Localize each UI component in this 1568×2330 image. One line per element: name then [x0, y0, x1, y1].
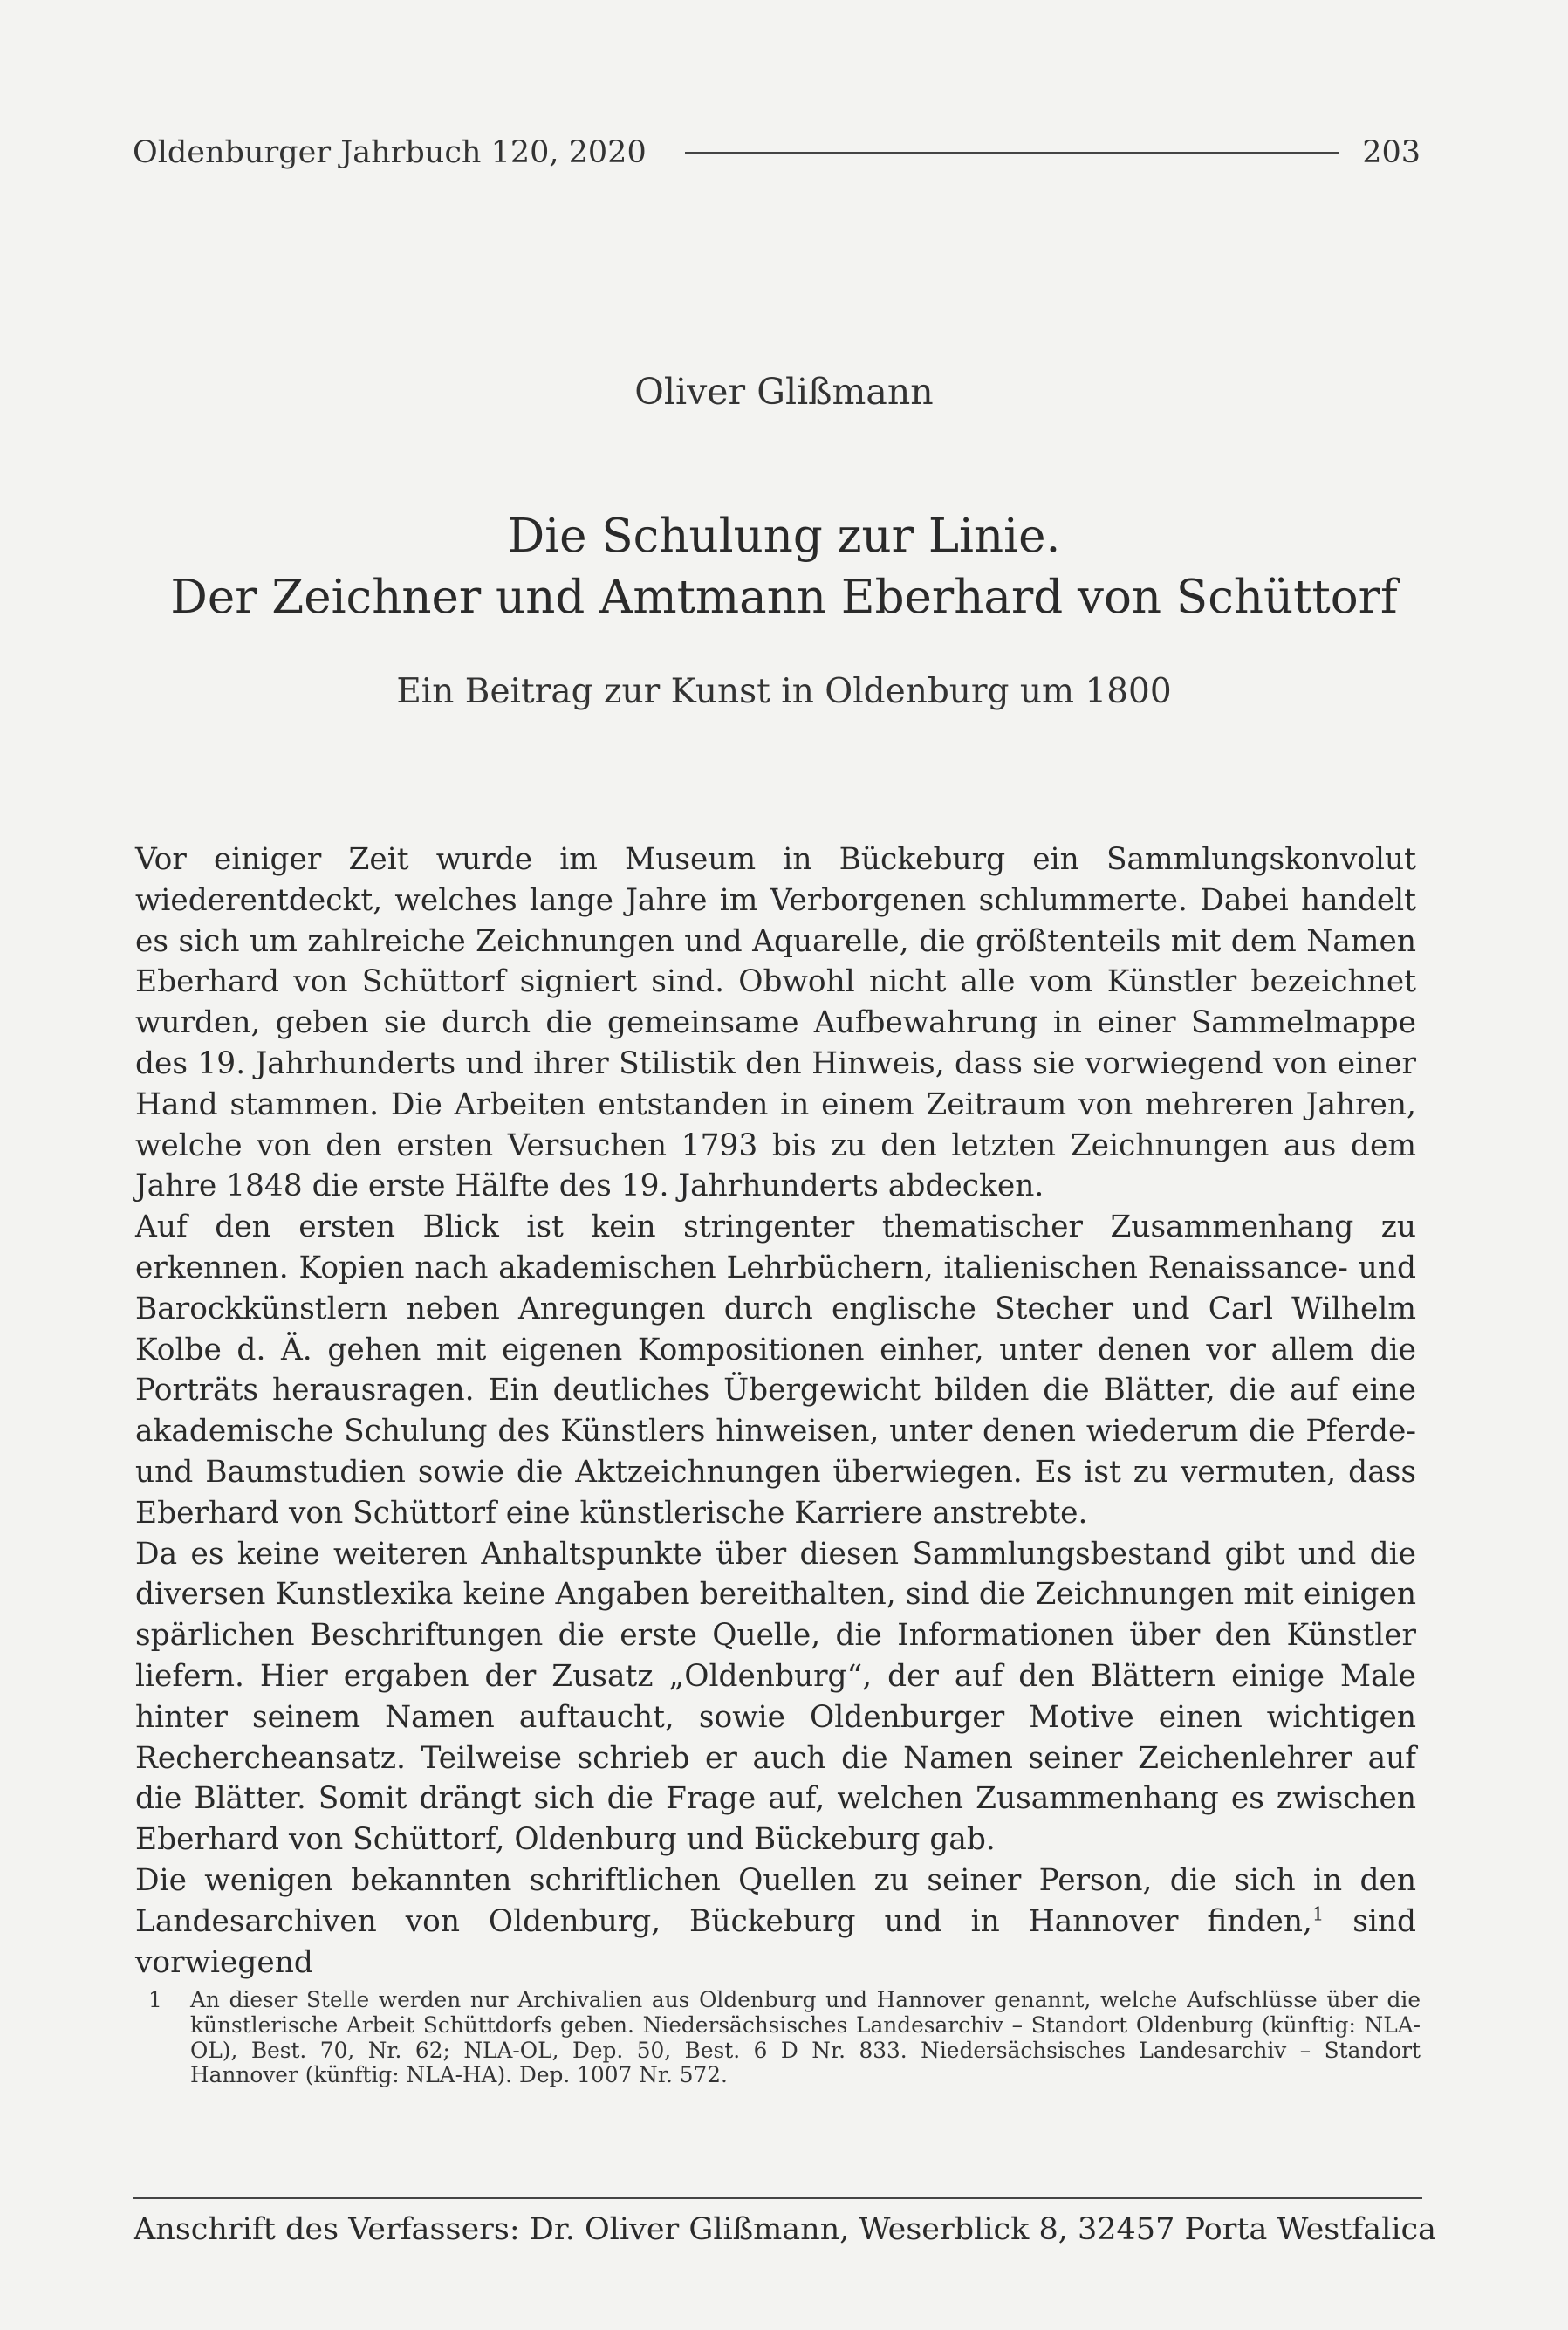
title-line-1: Die Schulung zur Linie. [507, 510, 1061, 563]
paragraph-4 [135, 1861, 1416, 1983]
title-line-2: Der Zeichner und Amtmann Eberhard von Schüttorf [170, 571, 1398, 624]
article-body [135, 839, 1416, 1983]
footer-rule [133, 2197, 1422, 2199]
paragraph-4-text: Die wenigen bekannten schriftlichen Quellen zu seiner Person, die sich in den Landesarchiven von Oldenburg, Bückeburg und in Hannover finden, [135, 1862, 1416, 1939]
footnote-number: 1 [148, 1987, 162, 2012]
paragraph-4-continuation: sind vorwiegend [135, 1903, 1417, 1980]
paragraph-2: Auf den ersten Blick ist kein stringenter thematischer Zusammenhang zu erkennen. Kopien nach akademischen Lehrbüchern, italienischen Renaissance- und Barockkünstlern neben Anregungen durch englische Stecher und Carl Wilhelm Kolbe d. Ä. gehen mit eigenen Kompositionen einher, unter denen vor allem die Porträts herausragen. Ein deutliches Übergewicht bilden die Blätter, die auf eine akademische Schulung des Künstlers hinweisen, unter denen wiederum die Pferde- und Baumstudien sowie die Aktzeichnungen überwiegen. Es ist zu vermuten, dass Eberhard von Schüttorf eine künstlerische Karriere anstrebte. [135, 1210, 1416, 1531]
author-address: Anschrift des Verfassers: Dr. Oliver Glißmann, Weserblick 8, 32457 Porta Westfalica [134, 2212, 1436, 2247]
article-subtitle: Ein Beitrag zur Kunst in Oldenburg um 1800 [396, 672, 1172, 711]
running-head [133, 131, 1421, 175]
paragraph-3: Da es keine weiteren Anhaltspunkte über diesen Sammlungsbestand gibt und die diversen Kunstlexika keine Angaben bereithalten, sind die Zeichnungen mit einigen spärlichen Beschriftungen die erste Quelle, die Informationen über den Künstler liefern. Hier ergaben der Zusatz „Oldenburg“, der auf den Blättern einige Male hinter seinem Namen auftaucht, sowie Oldenburger Motive einen wichtigen Rechercheansatz. Teilweise schrieb er auch die Namen seiner Zeichenlehrer auf die Blätter. Somit drängt sich die Frage auf, welchen Zusammenhang es zwischen Eberhard von Schüttorf, Oldenburg und Bückeburg gab. [135, 1536, 1416, 1858]
footnote [148, 1988, 1421, 2088]
article-author: Oliver Glißmann [634, 371, 934, 413]
footnote-reference[interactable]: 1 [1311, 1903, 1325, 1925]
article-title [0, 506, 1568, 628]
page-number: 203 [1362, 135, 1421, 170]
journal-title: Oldenburger Jahrbuch 120, 2020 [133, 135, 647, 170]
footnote-text: An dieser Stelle werden nur Archivalien aus Oldenburg und Hannover genannt, welche Aufschlüsse über die künstlerische Arbeit Schüttdorfs geben. Niedersächsisches Landesarchiv – Standort Oldenburg (künftig: NLA-OL), Best. 70, Nr. 62; NLA-OL, Dep. 50, Best. 6 D Nr. 833. Niedersächsisches Landesarchiv – Standort Hannover (künftig: NLA-HA). Dep. 1007 Nr. 572. [190, 1987, 1421, 2088]
paragraph-1: Vor einiger Zeit wurde im Museum in Bückeburg ein Sammlungskonvolut wiederentdeckt, welches lange Jahre im Verborgenen schlummerte. Dabei handelt es sich um zahlreiche Zeichnungen und Aquarelle, die größtenteils mit dem Namen Eberhard von Schüttorf signiert sind. Obwohl nicht alle vom Künstler bezeichnet wurden, geben sie durch die gemeinsame Aufbewahrung in einer Sammelmappe des 19. Jahrhunderts und ihrer Stilistik den Hinweis, dass sie vorwiegend von einer Hand stammen. Die Arbeiten entstanden in einem Zeitraum von mehreren Jahren, welche von den ersten Versuchen 1793 bis zu den letzten Zeichnungen aus dem Jahre 1848 die erste Hälfte des 19. Jahrhunderts abdecken. [135, 842, 1416, 1204]
header-rule [685, 152, 1339, 154]
